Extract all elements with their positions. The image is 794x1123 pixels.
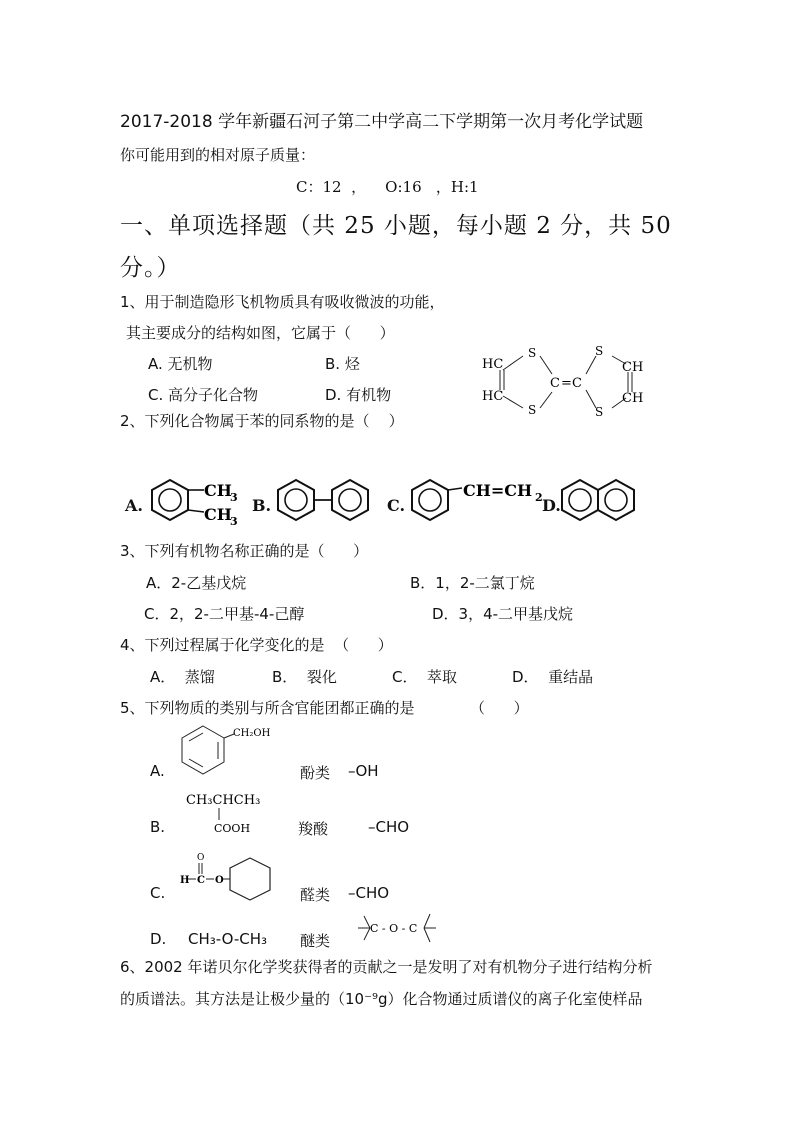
- q1-option-a[interactable]: A. 无机物: [148, 355, 213, 373]
- naphthalene-icon[interactable]: [560, 476, 640, 526]
- q2-option-a-letter[interactable]: A.: [125, 496, 143, 515]
- q6-line-1: 6、2002 年诺贝尔化学奖获得者的贡献之一是发明了对有机物分子进行结构分析: [120, 958, 653, 976]
- ether-group-structure: [356, 908, 442, 950]
- q3-stem: 3、下列有机物名称正确的是（ ）: [120, 542, 369, 560]
- ch-label-bottom: CH: [622, 391, 644, 406]
- q5-stem: 5、下列物质的类别与所含官能团都正确的是: [120, 699, 415, 717]
- q5-option-c-class: 醛类: [300, 886, 331, 904]
- ch3-sub-1: 3: [230, 491, 238, 504]
- b-top-label: CH₃CHCH₃: [186, 793, 261, 808]
- c-label-1: C: [550, 376, 560, 391]
- section-heading-cont: 分。）: [120, 255, 181, 281]
- vinyl-sub: 2: [535, 491, 543, 504]
- vinyl-label: CH=CH: [463, 481, 533, 500]
- q5-option-b-letter[interactable]: B.: [150, 818, 166, 836]
- q5-option-d-formula: CH₃-O-CH₃: [188, 930, 267, 948]
- q5-option-b-class: 羧酸: [298, 820, 329, 838]
- section-heading: 一、单项选择题（共 25 小题，每小题 2 分，共 50: [120, 213, 672, 239]
- s-label-2: S: [528, 403, 537, 417]
- c-label-2: C: [572, 376, 582, 391]
- o-xylene-icon[interactable]: [148, 476, 248, 526]
- tetrathiafulvalene-structure: [478, 340, 648, 425]
- q4-option-a[interactable]: A． 蒸馏: [150, 668, 215, 686]
- q5-option-a-class: 酚类: [300, 764, 331, 782]
- q3-option-d[interactable]: D．3，4-二甲基戊烷: [432, 605, 574, 623]
- q3-option-c[interactable]: C．2，2-二甲基-4-己醇: [144, 605, 305, 623]
- q4-option-c[interactable]: C． 萃取: [392, 668, 458, 686]
- s-label-3: S: [595, 344, 604, 358]
- benzyl-alcohol-structure: [178, 722, 278, 778]
- q2-stem: 2、下列化合物属于苯的同系物的是（ ）: [120, 412, 404, 430]
- q1-option-b[interactable]: B. 烃: [325, 355, 360, 373]
- q2-option-d-letter[interactable]: D.: [542, 496, 561, 515]
- s-label-1: S: [528, 346, 537, 360]
- ch2oh-label: CH₂OH: [233, 728, 271, 739]
- q4-option-b[interactable]: B． 裂化: [272, 668, 337, 686]
- c-o-label: O: [215, 875, 224, 886]
- c-h-label: H: [180, 875, 190, 886]
- q3-option-a[interactable]: A．2-乙基戊烷: [146, 574, 247, 592]
- q5-option-a-letter[interactable]: A.: [150, 762, 165, 780]
- ch3-sub-2: 3: [230, 515, 238, 528]
- q5-answer-paren: （ ）: [470, 699, 529, 717]
- ether-label: C - O - C: [370, 922, 418, 935]
- s-label-4: S: [595, 405, 604, 419]
- q2-option-c-letter[interactable]: C.: [387, 496, 406, 515]
- q5-option-d-class: 醚类: [300, 932, 331, 950]
- cooh-label: COOH: [214, 822, 251, 835]
- q1-stem: 1、用于制造隐形飞机物质具有吸收微波的功能，: [120, 293, 445, 311]
- atomic-mass-values: C：12 ， O:16 ，H:1: [296, 178, 479, 196]
- eq-label: =: [561, 376, 572, 391]
- hc-label-top: HC: [482, 357, 504, 372]
- q1-option-c[interactable]: C. 高分子化合物: [148, 386, 259, 404]
- q1-option-d[interactable]: D. 有机物: [325, 386, 392, 404]
- q5-option-b-group: –CHO: [368, 818, 410, 836]
- ch-label-top: CH: [622, 360, 644, 375]
- atomic-mass-label: 你可能用到的相对原子质量：: [120, 146, 316, 164]
- ch3-label-1: CH: [204, 481, 232, 500]
- q1-stem-cont: 其主要成分的结构如图，它属于（ ）: [126, 324, 395, 342]
- phenyl-formate-structure: [178, 848, 278, 904]
- q6-line-2: 的质谱法。其方法是让极少量的（10⁻⁹g）化合物通过质谱仪的离子化室使样品: [120, 990, 643, 1008]
- q4-stem: 4、下列过程属于化学变化的是 （ ）: [120, 636, 393, 654]
- hc-label-bottom: HC: [482, 389, 504, 404]
- styrene-icon[interactable]: [408, 476, 548, 526]
- q5-option-c-letter[interactable]: C.: [150, 884, 166, 902]
- c-c-label: C: [197, 875, 205, 886]
- exam-title: 2017-2018 学年新疆石河子第二中学高二下学期第一次月考化学试题: [120, 112, 644, 132]
- q4-option-d[interactable]: D． 重结晶: [512, 668, 594, 686]
- q5-option-c-group: –CHO: [348, 884, 390, 902]
- q5-option-d-letter[interactable]: D.: [150, 930, 167, 948]
- q5-option-a-group: –OH: [348, 762, 379, 780]
- q2-option-b-letter[interactable]: B.: [252, 496, 272, 515]
- biphenyl-icon[interactable]: [272, 476, 382, 526]
- ch3-label-2: CH: [204, 505, 232, 524]
- isobutyric-acid-structure: [184, 788, 284, 838]
- c-o-top-label: O: [197, 853, 205, 863]
- q3-option-b[interactable]: B．1，2-二氯丁烷: [410, 574, 535, 592]
